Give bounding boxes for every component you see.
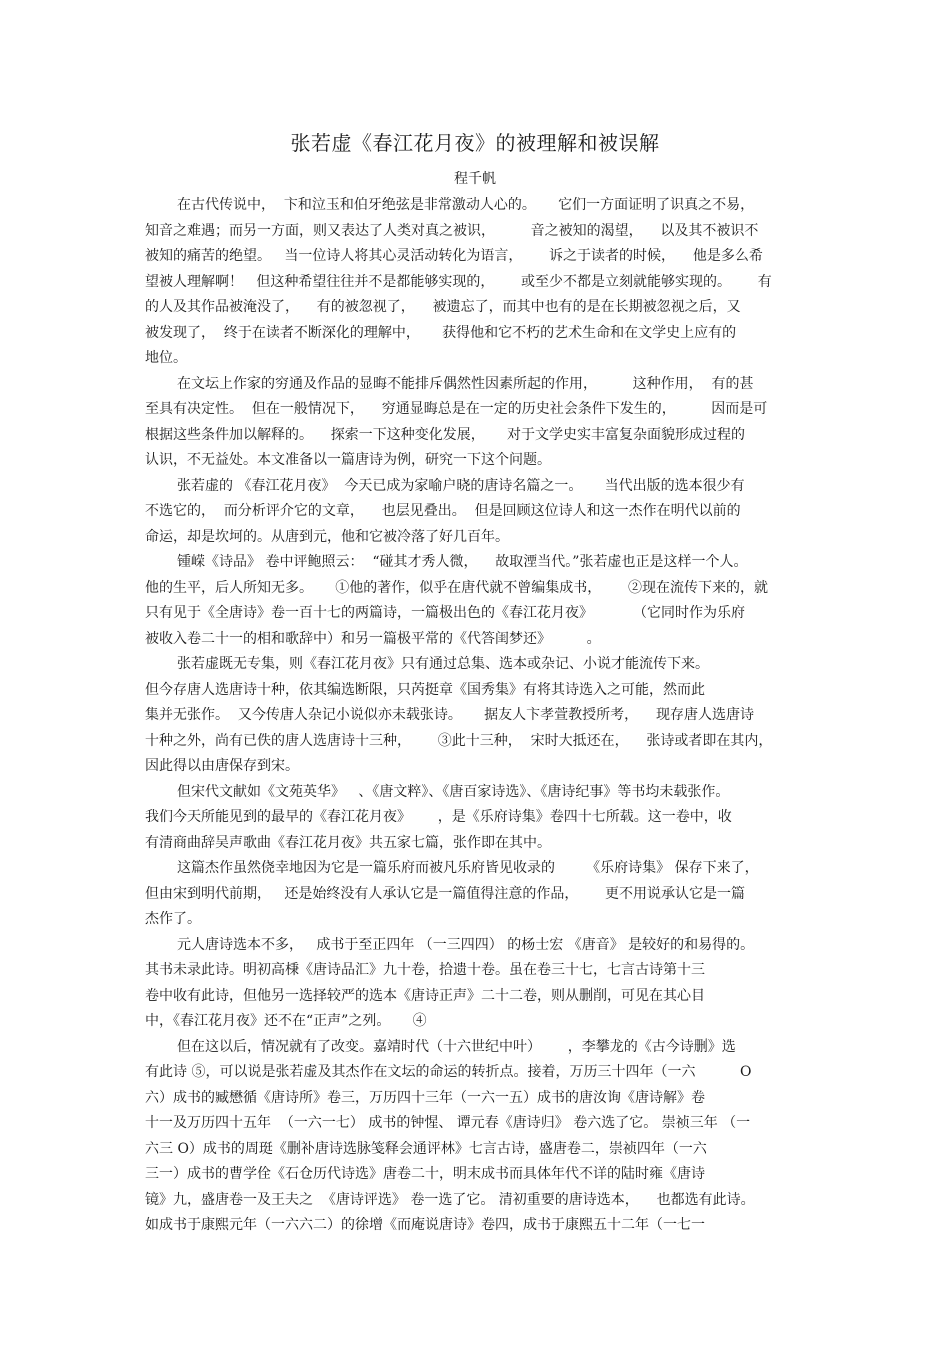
text-line: 其书未录此诗。明初高棅《唐诗品汇》九十卷，拾遗十卷。虽在卷三十七，七言古诗第十三 bbox=[145, 962, 705, 978]
text-line: 但由宋到明代前期， 还是始终没有人承认它是一篇值得注意的作品， 更不用说承认它是一篇 bbox=[145, 885, 746, 902]
text-line: 杰作了。 bbox=[145, 911, 201, 927]
text-line: 张若虚既无专集，则《春江花月夜》只有通过总集、选本或杂记、小说才能流传下来。 bbox=[177, 656, 709, 672]
text-line: 十一及万历四十五年 （一六一七） 成书的钟惺、 谭元春《唐诗归》 卷六选了它。 崇祯三年 （一 bbox=[145, 1115, 751, 1131]
text-line: 中，《春江花月夜》还不在“正声”之列。 ④ bbox=[145, 1013, 427, 1029]
text-line: 有清商曲辞吴声歌曲《春江花月夜》共五家七篇，张作即在其中。 bbox=[145, 834, 551, 851]
text-line: 镜》九，盛唐卷一及王夫之 《唐诗评选》 卷一选了它。 清初重要的唐诗选本， 也都选有此诗。 bbox=[145, 1191, 755, 1208]
text-line: 十种之外，尚有已佚的唐人选唐诗十三种， ③此十三种， 宋时大抵还在， 张诗或者即在其内， bbox=[145, 732, 773, 749]
text-line: 这篇杰作虽然侥幸地因为它是一篇乐府而被凡乐府皆见收录的 《乐府诗集》 保存下来了， bbox=[177, 860, 759, 876]
text-line: 卷中收有此诗，但他另一选择较严的选本《唐诗正声》二十二卷，则从删削，可见在其心目 bbox=[145, 987, 705, 1004]
article-body bbox=[145, 193, 810, 1239]
text-line: 命运，却是坎坷的。从唐到元，他和它被冷落了好几百年。 bbox=[145, 528, 509, 545]
text-line: 地位。 bbox=[145, 350, 187, 366]
text-line: 的人及其作品被淹没了， 有的被忽视了， 被遗忘了，而其中也有的是在长期被忽视之后，又 bbox=[145, 299, 741, 315]
text-line: 认识，不无益处。本文准备以一篇唐诗为例，研究一下这个问题。 bbox=[145, 452, 551, 468]
text-line: 如成书于康熙元年（一六六二）的徐增《而庵说唐诗》卷四，成书于康熙五十二年（一七一 bbox=[145, 1217, 705, 1233]
text-line: 在文坛上作家的穷通及作品的显晦不能排斥偶然性因素所起的作用， 这种作用， 有的甚 bbox=[177, 375, 754, 392]
text-line: 锺嵘《诗品》 卷中评鲍照云： “碰其才秀人微， 故取湮当代。”张若虚也正是这样一个人。 bbox=[177, 554, 748, 570]
text-line: 被知的痛苦的绝望。 当一位诗人将其心灵活动转化为语言， 诉之于读者的时候， 他是多么希 bbox=[145, 248, 763, 264]
text-line: 他的生平，后人所知无多。 ①他的著作，似乎在唐代就不曾编集成书， ②现在流传下来的，就 bbox=[145, 579, 768, 596]
text-line: 六）成书的臧懋循《唐诗所》卷三，万历四十三年（一六一五）成书的唐汝询《唐诗解》卷 bbox=[145, 1089, 705, 1106]
text-line: 至具有决定性。 但在一般情况下， 穷通显晦总是在一定的历史社会条件下发生的， 因而是可 bbox=[145, 401, 768, 417]
text-line: 根据这些条件加以解释的。 探索一下这种变化发展， 对于文学史实丰富复杂面貌形成过程的 bbox=[145, 426, 746, 443]
text-line: 知音之难遇；而另一方面，则又表达了人类对真之被识， 音之被知的渴望， 以及其不被识不 bbox=[145, 222, 759, 239]
text-line: 集并无张作。 又今传唐人杂记小说似亦未载张诗。 据友人卞孝萱教授所考， 现存唐人选唐诗 bbox=[145, 707, 754, 723]
text-line: 元人唐诗选本不多， 成书于至正四年 （一三四四） 的杨士宏 《唐音》 是较好的和易得的。 bbox=[177, 936, 755, 953]
text-line: 但今存唐人选唐诗十种，依其编选断限，只芮挺章《国秀集》有将其诗选入之可能，然而此 bbox=[145, 681, 705, 698]
text-line: 被发现了， 终于在读者不断深化的理解中， 获得他和它不朽的艺术生命和在文学史上应有的 bbox=[145, 324, 737, 341]
text-line: 不选它的， 而分析评介它的文章， 也层见叠出。 但是回顾这位诗人和这一杰作在明代以前的 bbox=[145, 503, 741, 519]
text-line: 我们今天所能见到的最早的《春江花月夜》 ，是《乐府诗集》卷四十七所载。这一卷中，收 bbox=[145, 809, 732, 825]
text-line: 张若虚的 《春江花月夜》 今天已成为家喻户晓的唐诗名篇之一。 当代出版的选本很少有 bbox=[177, 477, 745, 494]
text-line: 因此得以由唐保存到宋。 bbox=[145, 758, 299, 774]
text-line: 望被人理解啊！ 但这种希望往往并不是都能够实现的， 或至少不都是立刻就能够实现的。 有 bbox=[145, 273, 772, 290]
text-line: 三一）成书的曹学佺《石仓历代诗选》唐卷二十，明末成书而具体年代不详的陆时雍《唐诗 bbox=[145, 1166, 705, 1182]
text-line: 在古代传说中， 卞和泣玉和伯牙绝弦是非常激动人心的。 它们一方面证明了识真之不易， bbox=[177, 197, 755, 213]
text-line: 被收入卷二十一的相和歌辞中）和另一篇极平常的《代答闺梦还》 。 bbox=[145, 630, 601, 647]
text-line: 但在这以后，情况就有了改变。嘉靖时代（十六世纪中叶） ，李攀龙的《古今诗删》选 bbox=[177, 1038, 736, 1055]
article-title: 张若虚《春江花月夜》的被理解和被误解 bbox=[290, 131, 660, 155]
text-line: 但宋代文献如《文苑英华》 、《唐文粹》、《唐百家诗选》、《唐诗纪事》等书均未载张作。 bbox=[177, 783, 730, 800]
text-line: 只有见于《全唐诗》卷一百十七的两篇诗，一篇极出色的《春江花月夜》 （它同时作为乐府 bbox=[145, 605, 746, 621]
text-line: 六三 O）成书的周珽《删补唐诗选脉笺释会通评林》七言古诗，盛唐卷二，崇祯四年（一六 bbox=[145, 1140, 707, 1157]
text-line: 有此诗 ⑤，可以说是张若虚及其杰作在文坛的命运的转折点。接着，万历三十四年（一六 O bbox=[145, 1064, 752, 1080]
author-name: 程千帆 bbox=[454, 171, 496, 187]
